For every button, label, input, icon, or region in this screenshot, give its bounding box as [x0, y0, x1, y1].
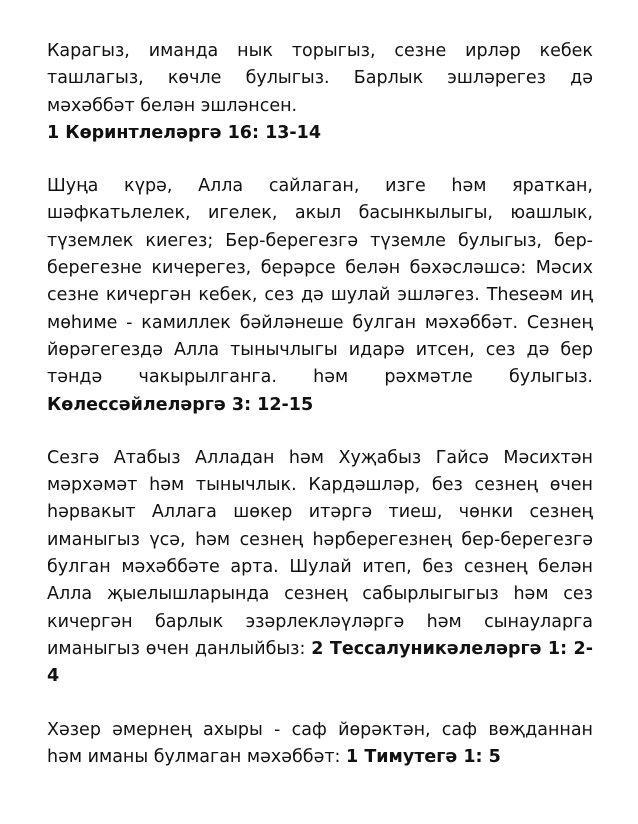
scripture-reference: Көлессәйлеләргә 3: 12-15: [47, 394, 314, 415]
scripture-reference: 1 Көринтлеләргә 16: 13-14: [47, 122, 322, 143]
paragraph-text: Хәзер әмернең ахыры - саф йөрәктән, саф вөҗданнан һәм иманы булмаган мәхәббәт:: [47, 719, 593, 767]
paragraph-2: [47, 173, 593, 419]
document-page: [47, 38, 593, 797]
scripture-reference: 2 Тессалуникәлеләргә 1: 2-4: [47, 638, 593, 687]
paragraph-4: [47, 717, 593, 772]
paragraph-1: [47, 38, 593, 147]
scripture-reference: 1 Тимутегә 1: 5: [346, 746, 501, 767]
paragraph-text: Сезгә Атабыз Алладан һәм Хуҗабыз Гайсә Мәсихтән мәрхәмәт һәм тынычлык. Кардәшләр, без сезнең өчен һәрвакыт Аллага шөкер итәргә тиеш, чөнки сезнең иманыгыз үсә, һәм сезнең һәрберегезнең бер-берегезгә булган мәхәббәте арта. Шулай итеп, без сезнең белән Алла җыелышларында сезнең сабырлыгыгыз һәм сез кичергән барлык эзәрлекләүләргә һәм сынауларга иманыгыз өчен данлыйбыз:: [47, 447, 593, 659]
paragraph-text: Шуңа күрә, Алла сайлаган, изге һәм яраткан, шәфкатьлелек, игелек, акыл басынкылыгы, юашлык, түземлек киегез; Бер-берегезгә түземле булыгыз, бер-берегезне кичерегез, берәрсе белән бәхәсләшсә: Мәсих сезне кичергән кебек, сез дә шулай эшләгез. Theseәм иң мөһиме - камиллек бәйләнеше булган мәхәббәт. Сезнең йөрәгегездә Алла тынычлыгы идарә итсен, сез дә бер тәндә чакырылганга. һәм рәхмәтле булыгыз.: [47, 176, 593, 388]
paragraph-text: Карагыз, иманда нык торыгыз, сезне ирләр кебек ташлагыз, көчле булыгыз. Барлык эшләрегез дә мәхәббәт белән эшләнсен.: [47, 41, 593, 116]
paragraph-3: [47, 445, 593, 691]
